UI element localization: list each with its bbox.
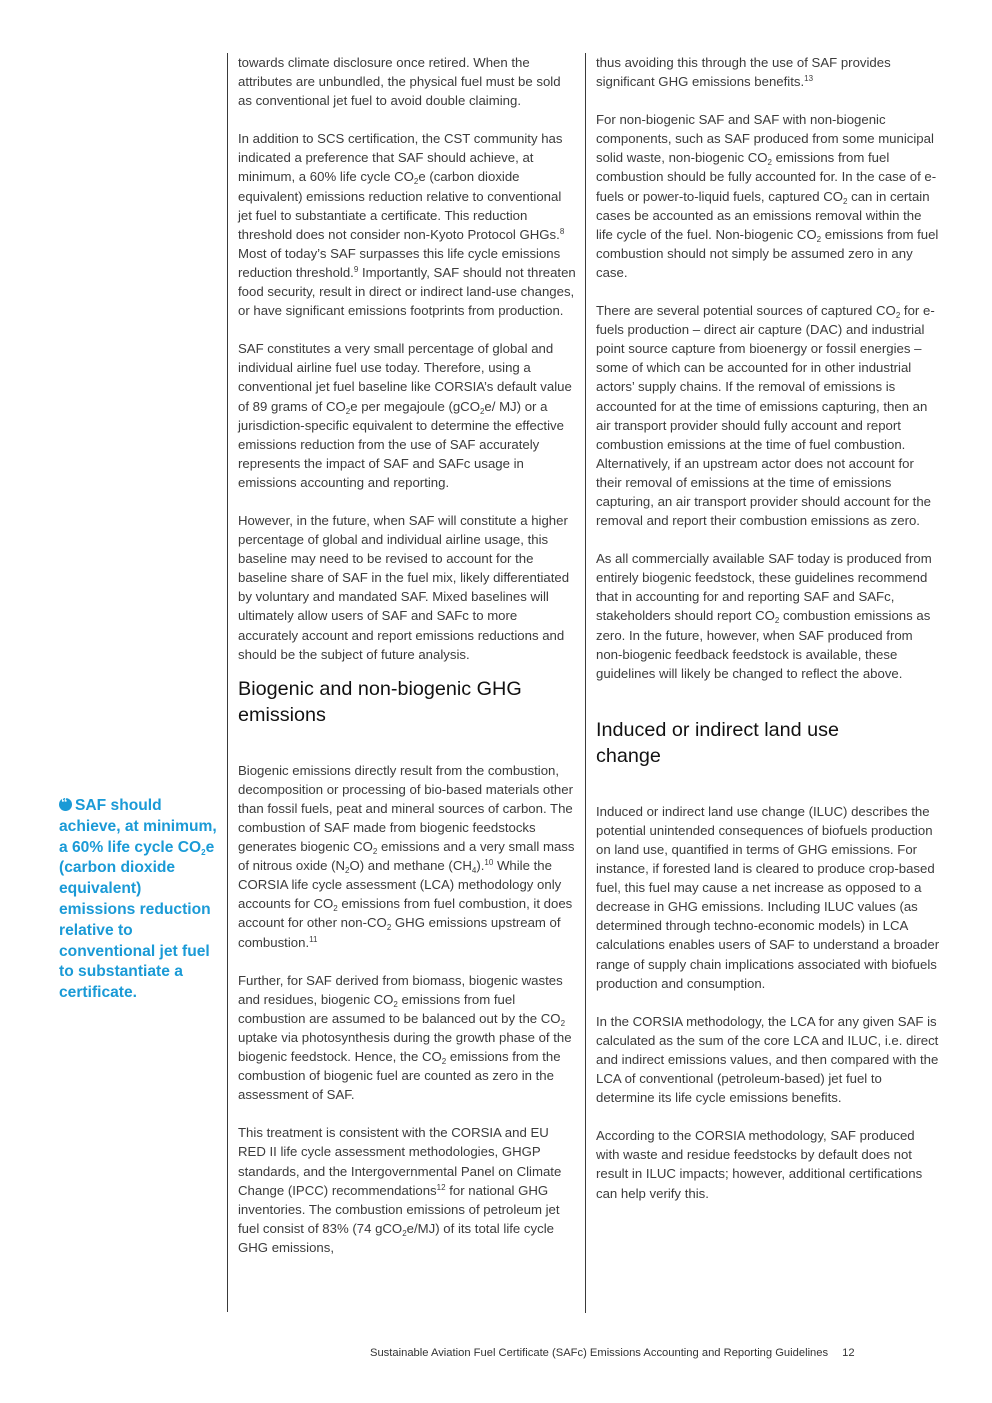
paragraph xyxy=(596,549,941,683)
subscript: 2 xyxy=(767,158,772,168)
subscript: 2 xyxy=(402,1228,407,1238)
paragraph xyxy=(596,53,941,91)
text-column-2 xyxy=(585,53,941,1313)
page-footer xyxy=(370,1347,855,1359)
text: There are several potential sources of captured CO xyxy=(596,303,896,319)
page-number: 12 xyxy=(842,1347,855,1359)
text: combustion emissions as zero. In the future, however, when SAF produced from non-biogenic feedback feedstock is available, these guidelines will likely be changed to reflect the above. xyxy=(596,608,931,681)
text: e per megajoule (gCO xyxy=(350,398,480,414)
footnote-ref: 9 xyxy=(353,264,359,274)
text: emissions and a very small mass of nitrous oxide (N xyxy=(238,839,575,874)
text: While the CORSIA life cycle assessment (LCA) methodology only accounts for CO xyxy=(238,858,562,912)
subscript: 4 xyxy=(471,866,477,876)
text: emissions from fuel combustion should be fully accounted for. In the case of e-fuels or power-to-liquid fuels, captured CO xyxy=(596,150,937,204)
text: can in certain cases be accounted as an emissions removal within the life cycle of the fuel. Non-biogenic CO xyxy=(596,188,930,242)
text: Most of today’s SAF surpasses this life cycle emissions reduction threshold. xyxy=(238,245,561,280)
paragraph xyxy=(238,761,578,952)
subscript: 2 xyxy=(816,234,822,244)
paragraph: towards climate disclosure once retired. When the attributes are unbundled, the physical fuel must be sold as conventional jet fuel to avoid double claiming. xyxy=(238,55,561,109)
subscript: 2 xyxy=(393,999,398,1009)
footnote-ref: 11 xyxy=(309,934,318,944)
section-heading-biogenic: Biogenic and non-biogenic GHG emissions xyxy=(238,677,522,726)
text: ). xyxy=(476,858,485,874)
text: O) and methane (CH xyxy=(349,858,472,874)
pull-quote xyxy=(59,796,219,1004)
paragraph xyxy=(238,129,578,320)
paragraph: In the CORSIA methodology, the LCA for any given SAF is calculated as the sum of the core LCA and ILUC, i.e. direct and indirect emissions values, and then compared with the LCA of conventional (petroleum-based) jet fuel to determine its life cycle emissions benefits. xyxy=(596,1013,939,1106)
paragraph xyxy=(596,110,941,282)
subscript: 2 xyxy=(386,923,392,933)
subscript: 2 xyxy=(372,847,378,857)
text: e (carbon dioxide equivalent) emissions reduction relative to conventional jet fuel to substantiate a certificate. This reduction threshold does not consider non-Kyoto Protocol GHGs. xyxy=(238,169,562,242)
paragraph xyxy=(238,1123,578,1257)
subscript: 2 xyxy=(560,1018,566,1028)
text-column-1 xyxy=(227,53,578,1312)
subscript: 2 xyxy=(479,406,485,416)
subscript: 2 xyxy=(345,406,351,416)
text: for e-fuels production – direct air capture (DAC) and industrial point source capture from bioenergy or fossil energies – some of which can be accounted for in other industrial actors’ supply chains. If the removal of emissions is accounted for at the time of emissions capturing, then an air transport provider should fully account and report combustion emissions at the time of fuel combustion. Alternatively, if an upstream actor does not account for their removal of emissions at the time of emissions capturing, an air transport provider should account for the removal and report their combustion emissions as zero. xyxy=(596,303,935,529)
paragraph xyxy=(596,301,941,530)
text: In addition to SCS certification, the CST community has indicated a preference that SAF should achieve, at minimum, a 60% life cycle CO xyxy=(238,131,563,185)
subscript: 2 xyxy=(345,866,350,876)
document-title: Sustainable Aviation Fuel Certificate (SAFc) Emissions Accounting and Reporting Guidelines xyxy=(370,1347,829,1359)
pull-quote-text: SAF should achieve, at minimum, a 60% life cycle CO xyxy=(59,797,217,856)
subscript: 2 xyxy=(774,616,780,626)
text: uptake via photosynthesis during the growth phase of the biogenic feedstock. Hence, the CO xyxy=(238,1029,572,1065)
text: emissions from the combustion of biogenic fuel are counted as zero in the assessment of SAF. xyxy=(238,1049,561,1103)
footnote-ref: 10 xyxy=(484,858,494,868)
text: This treatment is consistent with the CORSIA and EU RED II life cycle assessment methodologies, GHGP standards, and the Intergovernmental Panel on Climate Change (IPCC) recommendations xyxy=(238,1125,562,1198)
text: Importantly, SAF should not threaten food security, result in direct or indirect land-use changes, or have significant emissions footprints from production. xyxy=(238,264,576,319)
subscript: 2 xyxy=(201,847,206,857)
subscript: 2 xyxy=(895,311,901,321)
text: SAF constitutes a very small percentage of global and individual airline fuel use today. Therefore, using a conventional jet fuel baseline like CORSIA’s default value of 89 grams of CO xyxy=(238,341,572,414)
subscript: 2 xyxy=(843,196,848,206)
subscript: 2 xyxy=(413,177,419,187)
subscript: 2 xyxy=(333,904,338,914)
paragraph: However, in the future, when SAF will constitute a higher percentage of global and individual airline usage, this baseline may need to be revised to account for the baseline share of SAF in the fuel mix, likely differentiated by voluntary and mandated SAF. Mixed baselines will ultimately allow users of SAF and SAFc to more accurately account and report emissions reductions and should be the subject of future analysis. xyxy=(238,512,570,662)
footnote-ref: 12 xyxy=(436,1182,446,1192)
text: As all commercially available SAF today is produced from entirely biogenic feedstock, these guidelines recommend that in accounting for and reporting SAF and SAFc, stakeholders should report CO xyxy=(596,551,932,624)
paragraph: According to the CORSIA methodology, SAF produced with waste and residue feedstocks by default does not result in ILUC impacts; however, additional certifications can help verify this. xyxy=(596,1128,923,1201)
text: emissions from fuel combustion, it does account for other non-CO xyxy=(238,896,573,931)
footnote-ref: 8 xyxy=(559,226,565,236)
footnote-ref: 13 xyxy=(804,74,814,84)
text: e/ MJ) or a jurisdiction-specific equivalent to determine the effective emissions reduction from the use of SAF accurately represents the impact of SAF and SAFc usage in emissions accounting and reporting. xyxy=(238,398,564,490)
text: emissions from fuel combustion are assumed to be balanced out by the CO xyxy=(238,991,561,1026)
quote-icon xyxy=(59,798,72,811)
paragraph: Induced or indirect land use change (ILUC) describes the potential unintended consequences of biofuels production on land use, quantified in terms of GHG emissions. For instance, if forested land is cleared to produce crop-based fuel, this fuel may cause a net increase as opposed to a decrease in GHG emissions. Including ILUC values (as determined through techno-economic models) in LCA calculations enables users of SAF to understand a broader range of supply chain implications associated with biofuels production and consumption. xyxy=(596,803,940,991)
text: e/MJ) of its total life cycle GHG emissions, xyxy=(238,1220,554,1255)
text: For non-biogenic SAF and SAF with non-biogenic components, such as SAF produced from some municipal solid waste, non-biogenic CO xyxy=(596,112,934,166)
subscript: 2 xyxy=(441,1057,447,1067)
text: Biogenic emissions directly result from the combustion, decomposition or processing of bio-based materials other than fossil fuels, peat and mineral sources of carbon. The combustion of SAF made from biogenic feedstocks generates biogenic CO xyxy=(238,762,573,855)
paragraph xyxy=(238,339,578,492)
text: Further, for SAF derived from biomass, biogenic wastes and residues, biogenic CO xyxy=(238,972,563,1007)
pull-quote-sidebar xyxy=(59,796,219,1004)
text: for national GHG inventories. The combustion emissions of petroleum jet fuel consist of 83% (74 gCO xyxy=(238,1182,560,1236)
section-heading-iluc: Induced or indirect land use change xyxy=(596,718,840,767)
text: GHG emissions upstream of combustion. xyxy=(238,915,561,950)
pull-quote-text: e (carbon dioxide equivalent) emissions reduction relative to conventional jet fuel to substantiate a certificate. xyxy=(59,838,215,1002)
text: emissions from fuel combustion should not simply be assumed zero in any case. xyxy=(596,226,939,280)
text: thus avoiding this through the use of SAF provides significant GHG emissions benefits. xyxy=(596,55,891,90)
paragraph xyxy=(238,971,578,1105)
